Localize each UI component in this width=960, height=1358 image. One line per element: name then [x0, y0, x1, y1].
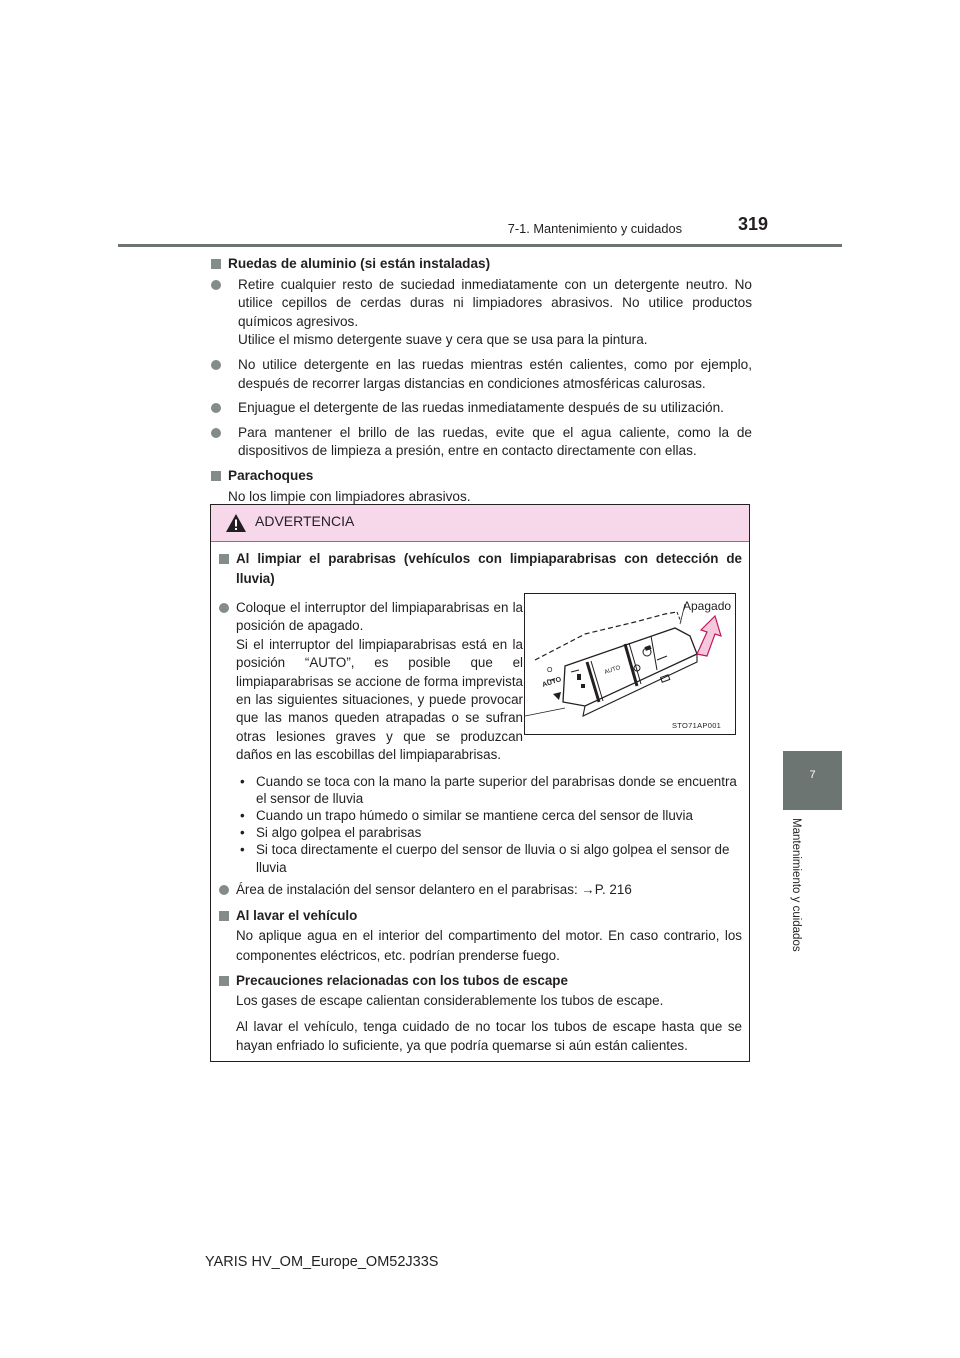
square-bullet-icon [211, 471, 221, 481]
sub-item-mark: • [240, 808, 245, 824]
switch-label-auto-center: AUTO [603, 665, 622, 676]
round-bullet-icon [211, 280, 221, 290]
chapter-tab [783, 751, 842, 810]
chapter-label-text: Mantenimiento y cuidados [790, 818, 802, 952]
exhaust-text-2: Al lavar el vehículo, tenga cuidado de no tocar los tubos de escape hasta que se hayan enfriado lo suficiente, ya que podría quemarse si aún están calientes. [236, 1018, 742, 1054]
bumpers-heading [210, 467, 752, 486]
off-position-label: Apagado [683, 599, 732, 613]
arrow-up-icon [697, 616, 721, 656]
washing-heading [218, 906, 742, 926]
wheels-bullet-4-text: Para mantener el brillo de las ruedas, evite que el agua caliente, como la de dispositivos de limpieza a presión, entre en contacto directamente con ellas. [238, 424, 752, 459]
figure-code: STO71AP001 [672, 721, 722, 730]
windshield-bullet [218, 599, 523, 765]
wheels-bullet-1-text: Retire cualquier resto de suciedad inmediatamente con un detergente neutro. No utilice cepillos de cerdas duras ni limpiadores abrasivos. No utilice productos químicos agresivos. [238, 276, 752, 329]
wheels-title: Ruedas de aluminio (si están instaladas) [228, 256, 491, 271]
wheels-bullet-1-extra: Utilice el mismo detergente suave y cera que se usa para la pintura. [238, 332, 648, 348]
sub-item-text: Si toca directamente el cuerpo del sensor de lluvia o si algo golpea el sensor de lluvia [256, 842, 730, 875]
wheels-bullet-3-text: Enjuague el detergente de las ruedas inmediatamente después de su utilización. [238, 400, 724, 416]
sub-item [218, 773, 742, 807]
exhaust-title: Precauciones relacionadas con los tubos de escape [236, 973, 568, 989]
chapter-label [788, 818, 804, 970]
sub-item-mark: • [240, 825, 245, 841]
wiper-switch-figure [524, 593, 736, 735]
switch-label-off: O [547, 667, 553, 674]
square-bullet-icon [219, 911, 229, 921]
sub-item [218, 807, 742, 824]
wheels-bullet-4 [210, 424, 752, 461]
windshield-heading [218, 549, 742, 589]
wheels-bullet-2-text: No utilice detergente en las ruedas mientras estén calientes, como por ejemplo, después de recorrer largas distancias en condiciones atmosféricas calurosas. [238, 356, 752, 391]
sub-item-text: Cuando se toca con la mano la parte superior del parabrisas donde se encuentra el sensor de lluvia [256, 773, 737, 806]
main-content [210, 255, 752, 510]
sub-item [218, 824, 742, 841]
wheels-bullet-1 [210, 276, 752, 350]
wheels-heading [210, 255, 752, 274]
switch-label-auto-left: AUTO [541, 676, 563, 689]
sub-item-mark: • [240, 773, 245, 789]
washing-text: No aplique agua en el interior del compartimento del motor. En caso contrario, los componentes eléctricos, etc. podrían prenderse fuego. [236, 928, 742, 963]
chapter-number: 7 [809, 769, 816, 781]
sub-item [218, 841, 742, 875]
round-bullet-icon [219, 885, 229, 895]
exhaust-heading [218, 971, 742, 991]
square-bullet-icon [219, 976, 229, 986]
warning-heading: ADVERTENCIA [255, 513, 355, 529]
warning-box [210, 504, 750, 1062]
washing-title: Al lavar el vehículo [236, 908, 358, 924]
wiper-switch-illustration [525, 594, 735, 734]
sub-item-text: Cuando un trapo húmedo o similar se mantiene cerca del sensor de lluvia [256, 808, 693, 824]
round-bullet-icon [219, 603, 229, 613]
bumpers-text: No los limpie con limpiadores abrasivos. [228, 488, 471, 504]
warning-header [211, 505, 749, 542]
header-rule [118, 244, 842, 247]
section-title: 7-1. Mantenimiento y cuidados [507, 221, 682, 236]
wheels-bullet-3 [210, 399, 752, 418]
windshield-bullet-b: Si el interruptor del limpiaparabrisas está en la posición “AUTO”, es posible que el limpiaparabrisas se accione de forma imprevista en las siguientes situaciones, y puede provocar que las manos queden atrapadas o se sufran otras lesiones graves y que se produzcan daños en las escobillas del limpiaparabrisas. [236, 636, 523, 763]
sub-item-mark: • [240, 842, 245, 858]
windshield-title: Al limpiar el parabrisas (vehículos con limpiaparabrisas con detección de lluvia) [236, 551, 742, 586]
bumpers-title: Parachoques [228, 467, 314, 483]
warning-triangle-icon [225, 513, 247, 533]
square-bullet-icon [219, 554, 229, 564]
footer-doc-id: YARIS HV_OM_Europe_OM52J33S [205, 1254, 439, 1270]
windshield-bullet-a: Coloque el interruptor del limpiaparabrisas en la posición de apagado. [236, 600, 523, 634]
sensor-area-bullet [218, 881, 742, 899]
round-bullet-icon [211, 360, 221, 370]
sensor-area-text: Área de instalación del sensor delantero en el parabrisas: →P. 216 [236, 881, 632, 897]
page-number: 319 [738, 214, 769, 234]
wheels-bullet-2 [210, 356, 752, 393]
square-bullet-icon [211, 259, 221, 269]
round-bullet-icon [211, 403, 221, 413]
round-bullet-icon [211, 428, 221, 438]
exhaust-text-1: Los gases de escape calientan considerablemente los tubos de escape. [236, 993, 664, 1009]
sub-item-text: Si algo golpea el parabrisas [256, 825, 422, 841]
